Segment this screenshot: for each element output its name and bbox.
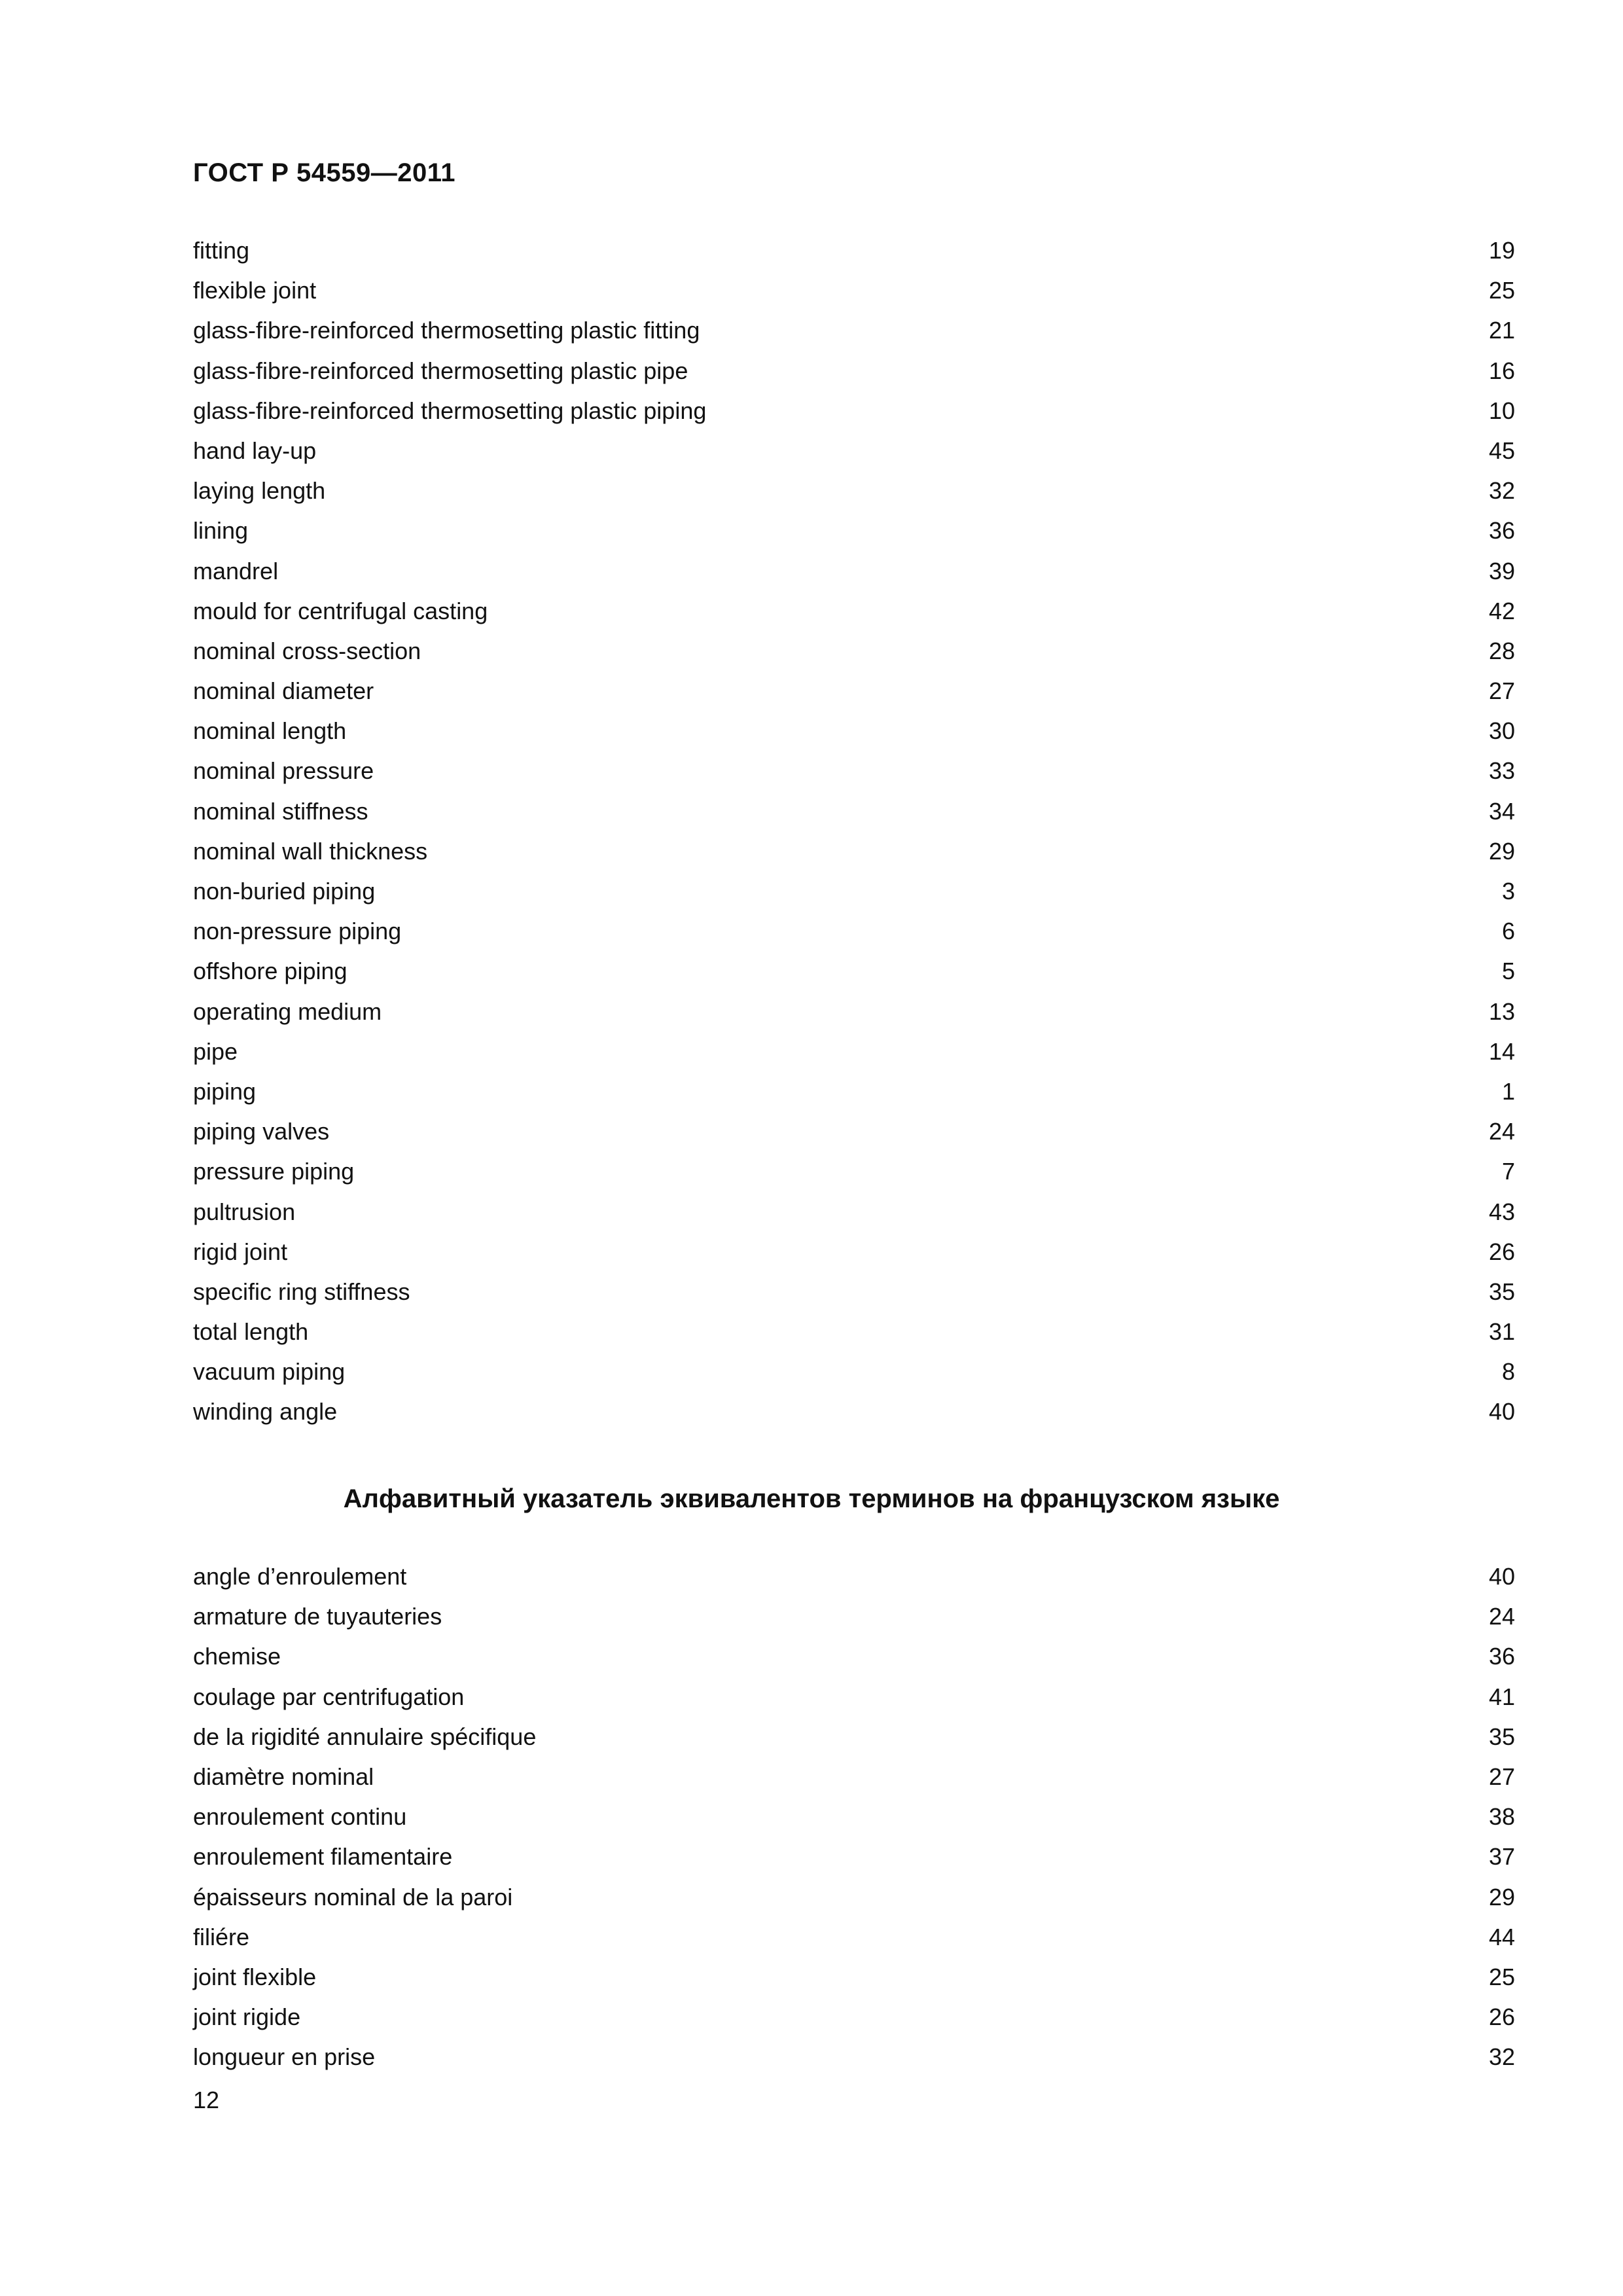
standard-id-header: ГОСТ Р 54559—2011 [193, 158, 455, 187]
index-entry [193, 1837, 1515, 1876]
index-entry-number: 31 [1488, 1318, 1515, 1346]
index-entry-number: 32 [1488, 2043, 1515, 2071]
index-entry-number: 1 [1501, 1077, 1515, 1105]
index-entry-term: longueur en prise [193, 2043, 376, 2071]
index-entry-term: épaisseurs nominal de la paroi [193, 1883, 513, 1910]
index-entry-number: 27 [1488, 1763, 1515, 1790]
french-index-list [193, 1556, 1515, 2077]
index-entry-number: 8 [1501, 1358, 1515, 1386]
index-entry [193, 1232, 1515, 1272]
index-entry-number: 14 [1488, 1037, 1515, 1065]
index-entry [193, 1111, 1515, 1151]
index-entry [193, 471, 1515, 511]
index-entry-number: 6 [1501, 918, 1515, 945]
index-entry-number: 43 [1488, 1198, 1515, 1225]
index-entry [193, 751, 1515, 791]
index-entry [193, 831, 1515, 871]
index-entry-term: glass-fibre-reinforced thermosetting plastic fitting [193, 317, 700, 344]
index-entry [193, 270, 1515, 310]
index-entry-term: mould for centrifugal casting [193, 597, 488, 624]
index-entry-term: pressure piping [193, 1158, 355, 1185]
index-entry-term: enroulement continu [193, 1803, 407, 1831]
index-entry [193, 1677, 1515, 1717]
index-entry-number: 28 [1488, 637, 1515, 664]
index-entry [193, 1917, 1515, 1957]
index-entry [193, 310, 1515, 350]
index-entry [193, 671, 1515, 711]
index-entry-number: 36 [1488, 1643, 1515, 1670]
index-entry-term: offshore piping [193, 958, 348, 985]
index-entry-term: nominal stiffness [193, 797, 368, 825]
index-entry [193, 1352, 1515, 1391]
french-index-heading: Алфавитный указатель эквивалентов терминов на французском языке [343, 1484, 1280, 1513]
index-entry [193, 1071, 1515, 1111]
index-entry [193, 551, 1515, 591]
index-entry [193, 591, 1515, 631]
index-entry [193, 911, 1515, 951]
index-entry-term: flexible joint [193, 277, 317, 304]
index-entry-term: nominal length [193, 717, 347, 745]
index-entry-number: 45 [1488, 437, 1515, 464]
index-entry-number: 34 [1488, 797, 1515, 825]
index-entry-term: winding angle [193, 1398, 338, 1426]
index-entry [193, 1997, 1515, 2037]
index-entry [193, 1797, 1515, 1837]
index-entry-term: pipe [193, 1037, 238, 1065]
index-entry-number: 21 [1488, 317, 1515, 344]
index-entry-term: non-buried piping [193, 878, 376, 905]
index-entry [193, 1757, 1515, 1797]
index-entry-number: 32 [1488, 477, 1515, 505]
index-entry-number: 26 [1488, 2003, 1515, 2031]
index-entry [193, 351, 1515, 391]
index-entry-number: 7 [1501, 1158, 1515, 1185]
index-entry-term: glass-fibre-reinforced thermosetting plastic pipe [193, 357, 688, 384]
index-entry [193, 711, 1515, 751]
index-entry [193, 511, 1515, 550]
index-entry-number: 29 [1488, 1883, 1515, 1910]
index-entry-number: 38 [1488, 1803, 1515, 1831]
index-entry-number: 35 [1488, 1723, 1515, 1750]
index-entry-term: non-pressure piping [193, 918, 402, 945]
index-entry [193, 1272, 1515, 1312]
index-entry-term: nominal cross-section [193, 637, 421, 664]
index-entry-term: diamètre nominal [193, 1763, 374, 1790]
index-entry [193, 1957, 1515, 1997]
english-index-list [193, 230, 1515, 1432]
index-entry-number: 40 [1488, 1563, 1515, 1590]
index-entry-number: 3 [1501, 878, 1515, 905]
index-entry-term: hand lay-up [193, 437, 317, 464]
index-entry [193, 1151, 1515, 1191]
index-entry-number: 36 [1488, 517, 1515, 545]
index-entry-number: 29 [1488, 837, 1515, 865]
index-entry-term: nominal wall thickness [193, 837, 428, 865]
index-entry-number: 24 [1488, 1118, 1515, 1145]
index-entry-number: 27 [1488, 677, 1515, 705]
index-entry-number: 33 [1488, 757, 1515, 785]
page-number: 12 [193, 2087, 220, 2113]
index-entry-number: 24 [1488, 1603, 1515, 1630]
index-entry-number: 16 [1488, 357, 1515, 384]
index-entry-term: enroulement filamentaire [193, 1843, 453, 1871]
index-entry-term: nominal pressure [193, 757, 374, 785]
index-entry-term: vacuum piping [193, 1358, 346, 1386]
index-entry-term: chemise [193, 1643, 281, 1670]
index-entry [193, 1312, 1515, 1352]
index-entry-term: mandrel [193, 557, 279, 584]
index-entry [193, 1031, 1515, 1071]
index-entry [193, 951, 1515, 991]
index-entry-term: glass-fibre-reinforced thermosetting plastic piping [193, 397, 707, 424]
index-entry-number: 39 [1488, 557, 1515, 584]
index-entry-number: 10 [1488, 397, 1515, 424]
index-entry [193, 1192, 1515, 1232]
index-entry-term: joint flexible [193, 1963, 317, 1990]
index-entry-term: specific ring stiffness [193, 1278, 410, 1305]
index-entry-term: joint rigide [193, 2003, 301, 2031]
index-entry-term: operating medium [193, 997, 382, 1025]
index-entry-term: fitting [193, 237, 250, 264]
index-entry [193, 631, 1515, 671]
index-entry [193, 1391, 1515, 1431]
index-entry-term: lining [193, 517, 249, 545]
index-entry-term: rigid joint [193, 1238, 288, 1265]
index-entry [193, 1877, 1515, 1917]
index-entry-term: coulage par centrifugation [193, 1683, 465, 1710]
index-entry-term: laying length [193, 477, 326, 505]
index-entry-number: 35 [1488, 1278, 1515, 1305]
index-entry-number: 19 [1488, 237, 1515, 264]
index-entry-number: 26 [1488, 1238, 1515, 1265]
index-entry-term: piping [193, 1077, 257, 1105]
index-entry [193, 391, 1515, 431]
index-entry [193, 1556, 1515, 1596]
index-entry-term: total length [193, 1318, 309, 1346]
index-entry-number: 25 [1488, 1963, 1515, 1990]
index-entry-number: 42 [1488, 597, 1515, 624]
index-entry-term: pultrusion [193, 1198, 296, 1225]
index-entry-number: 40 [1488, 1398, 1515, 1426]
index-entry [193, 871, 1515, 911]
index-entry-term: armature de tuyauteries [193, 1603, 442, 1630]
index-entry-number: 37 [1488, 1843, 1515, 1871]
index-entry-number: 41 [1488, 1683, 1515, 1710]
index-entry-number: 13 [1488, 997, 1515, 1025]
index-entry-number: 30 [1488, 717, 1515, 745]
index-entry-term: de la rigidité annulaire spécifique [193, 1723, 537, 1750]
index-entry [193, 791, 1515, 831]
index-entry [193, 431, 1515, 471]
index-entry-number: 25 [1488, 277, 1515, 304]
index-entry [193, 1596, 1515, 1636]
index-entry [193, 2037, 1515, 2077]
index-entry-term: nominal diameter [193, 677, 374, 705]
index-entry [193, 230, 1515, 270]
index-entry-term: filiére [193, 1923, 250, 1950]
index-entry-term: angle d’enroulement [193, 1563, 407, 1590]
index-entry [193, 1717, 1515, 1757]
index-entry-number: 5 [1501, 958, 1515, 985]
index-entry [193, 1636, 1515, 1676]
index-entry-term: piping valves [193, 1118, 330, 1145]
index-entry [193, 992, 1515, 1031]
index-entry-number: 44 [1488, 1923, 1515, 1950]
